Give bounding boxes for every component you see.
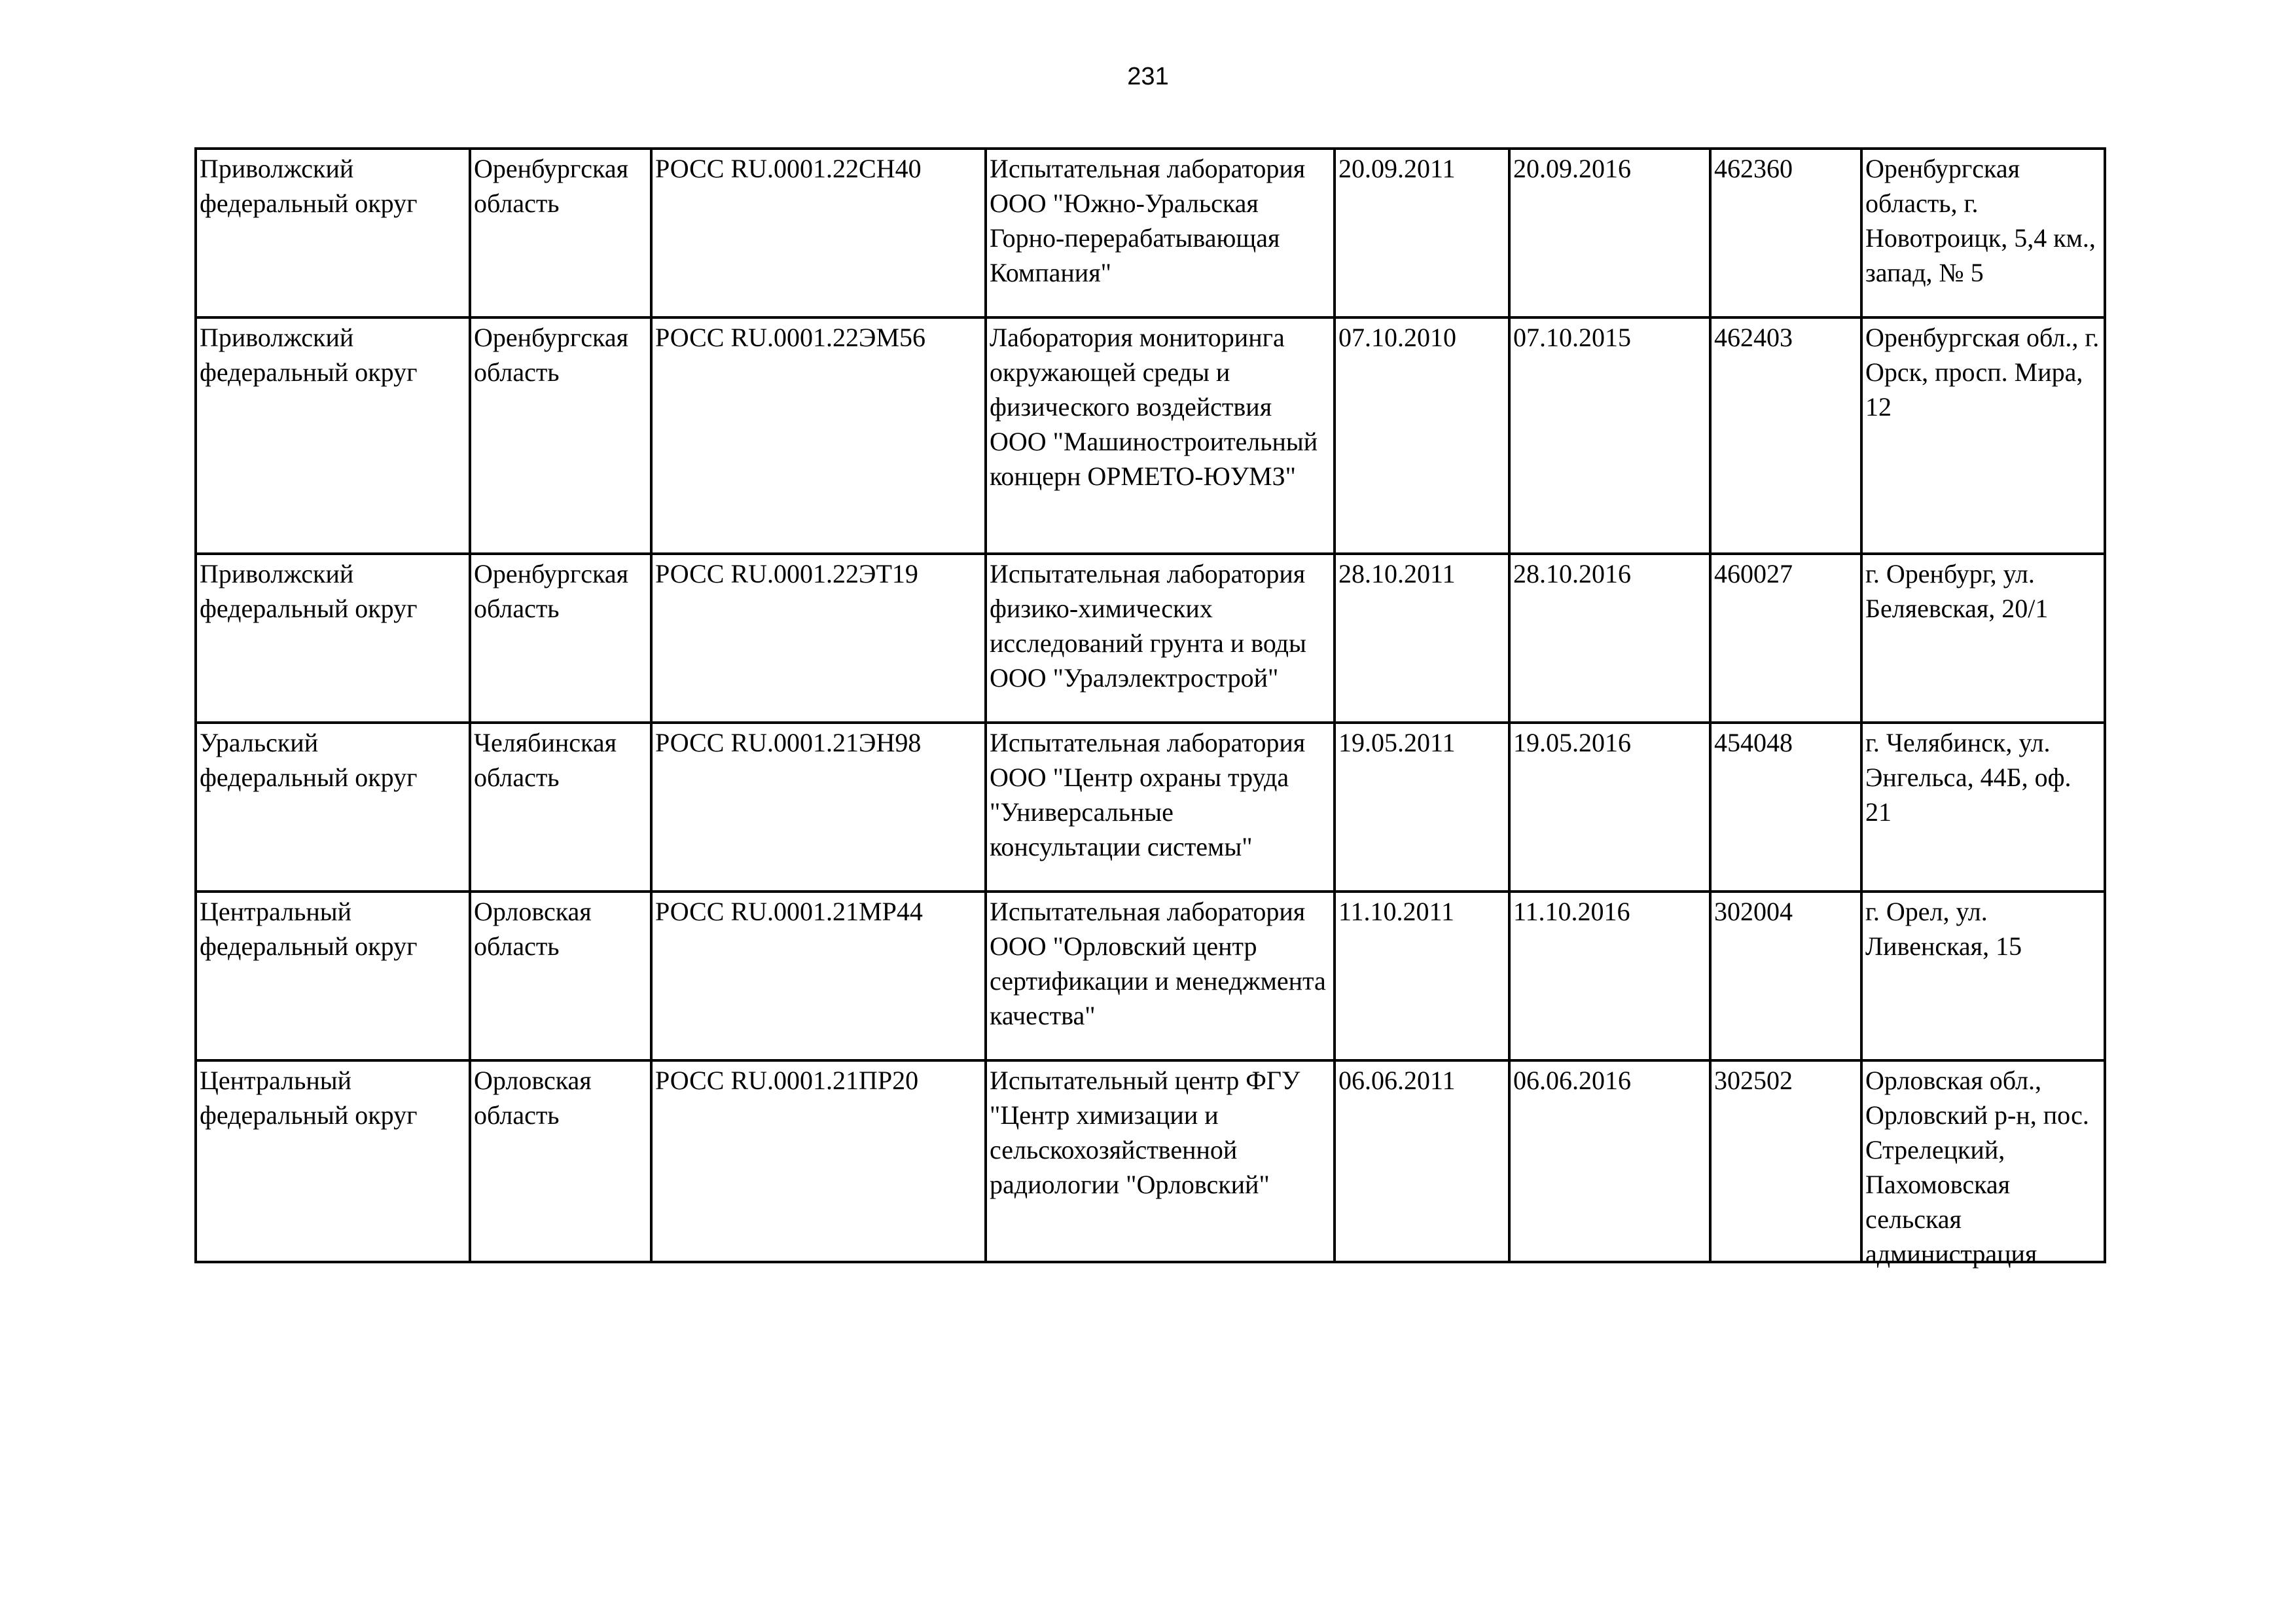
- date-start-cell: 28.10.2011: [1335, 554, 1509, 723]
- date-start-cell: 06.06.2011: [1335, 1060, 1509, 1262]
- accreditation-cell: РОСС RU.0001.21ПР20: [651, 1060, 986, 1262]
- region-cell: Орловская область: [470, 1060, 651, 1262]
- district-cell: Приволжский федеральный округ: [196, 317, 470, 554]
- region-cell: Челябинская область: [470, 723, 651, 892]
- address-cell: г. Челябинск, ул. Энгельса, 44Б, оф. 21: [1861, 723, 2105, 892]
- date-end-cell: 11.10.2016: [1509, 892, 1710, 1060]
- address-cell: Оренбургская обл., г. Орск, просп. Мира, 12: [1861, 317, 2105, 554]
- accreditation-cell: РОСС RU.0001.22ЭМ56: [651, 317, 986, 554]
- laboratory-name-cell: Испытательный центр ФГУ "Центр химизации и сельскохозяйственной радиологии "Орловский": [986, 1060, 1335, 1262]
- date-end-cell: 20.09.2016: [1509, 149, 1710, 317]
- district-cell: Центральный федеральный округ: [196, 892, 470, 1060]
- table-row: [196, 554, 2105, 723]
- region-cell: Оренбургская область: [470, 149, 651, 317]
- table-row: [196, 892, 2105, 1060]
- postcode-cell: 302502: [1710, 1060, 1861, 1262]
- accreditation-cell: РОСС RU.0001.22ЭТ19: [651, 554, 986, 723]
- date-start-cell: 11.10.2011: [1335, 892, 1509, 1060]
- region-cell: Орловская область: [470, 892, 651, 1060]
- date-start-cell: 19.05.2011: [1335, 723, 1509, 892]
- region-cell: Оренбургская область: [470, 317, 651, 554]
- laboratory-name-cell: Испытательная лаборатория ООО "Орловский центр сертификации и менеджмента качества": [986, 892, 1335, 1060]
- address-cell: Орловская обл., Орловский р-н, пос. Стрелецкий, Пахомовская сельская администрация: [1861, 1060, 2105, 1262]
- table-row: [196, 149, 2105, 317]
- postcode-cell: 462360: [1710, 149, 1861, 317]
- accreditation-cell: РОСС RU.0001.22СН40: [651, 149, 986, 317]
- table-row: [196, 723, 2105, 892]
- page-number: 231: [1127, 63, 1169, 90]
- address-cell: г. Оренбург, ул. Беляевская, 20/1: [1861, 554, 2105, 723]
- date-start-cell: 07.10.2010: [1335, 317, 1509, 554]
- table-row: [196, 317, 2105, 554]
- laboratory-name-cell: Испытательная лаборатория ООО "Южно-Уральская Горно-перерабатывающая Компания": [986, 149, 1335, 317]
- postcode-cell: 302004: [1710, 892, 1861, 1060]
- postcode-cell: 462403: [1710, 317, 1861, 554]
- district-cell: Приволжский федеральный округ: [196, 554, 470, 723]
- laboratory-name-cell: Испытательная лаборатория ООО "Центр охраны труда "Универсальные консультации системы": [986, 723, 1335, 892]
- date-end-cell: 06.06.2016: [1509, 1060, 1710, 1262]
- laboratory-name-cell: Лаборатория мониторинга окружающей среды и физического воздействия ООО "Машиностроительный концерн ОРМЕТО-ЮУМЗ": [986, 317, 1335, 554]
- laboratory-name-cell: Испытательная лаборатория физико-химических исследований грунта и воды ООО "Уралэлектрострой": [986, 554, 1335, 723]
- laboratory-registry-table: [194, 147, 2106, 1269]
- date-end-cell: 19.05.2016: [1509, 723, 1710, 892]
- accreditation-cell: РОСС RU.0001.21МР44: [651, 892, 986, 1060]
- district-cell: Центральный федеральный округ: [196, 1060, 470, 1262]
- address-cell: г. Орел, ул. Ливенская, 15: [1861, 892, 2105, 1060]
- district-cell: Приволжский федеральный округ: [196, 149, 470, 317]
- address-cell: Оренбургская область, г. Новотроицк, 5,4 км., запад, № 5: [1861, 149, 2105, 317]
- postcode-cell: 454048: [1710, 723, 1861, 892]
- region-cell: Оренбургская область: [470, 554, 651, 723]
- postcode-cell: 460027: [1710, 554, 1861, 723]
- date-end-cell: 28.10.2016: [1509, 554, 1710, 723]
- date-end-cell: 07.10.2015: [1509, 317, 1710, 554]
- district-cell: Уральский федеральный округ: [196, 723, 470, 892]
- accreditation-cell: РОСС RU.0001.21ЭН98: [651, 723, 986, 892]
- date-start-cell: 20.09.2011: [1335, 149, 1509, 317]
- table-row: [196, 1060, 2105, 1262]
